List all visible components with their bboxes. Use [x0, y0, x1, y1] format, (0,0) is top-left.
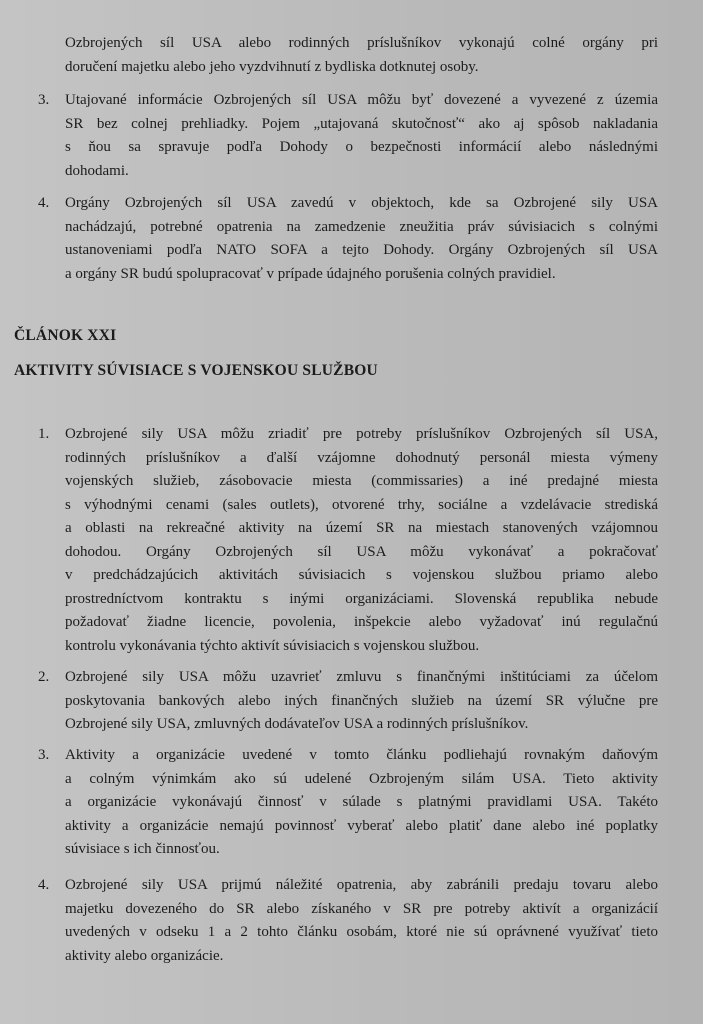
text-line: a orgány SR budú spolupracovať v prípade údajného porušenia colných pravidiel. — [65, 265, 556, 282]
list-item — [0, 744, 703, 862]
list-item — [0, 874, 703, 968]
text-line: vojenských služieb, zásobovacie miesta (commissaries) a iné predajné miesta — [65, 473, 658, 489]
item-text — [65, 666, 658, 737]
item-text — [65, 89, 658, 183]
text-line: prostredníctvom kontraktu s inými organizáciami. Slovenská republika nebude — [65, 590, 658, 607]
item-text — [65, 192, 658, 286]
item-number: 4. — [38, 877, 50, 893]
text-line: ustanoveniami podľa NATO SOFA a tejto Dohody. Orgány Ozbrojených síl USA — [65, 242, 658, 258]
text-line: dohodou. Orgány Ozbrojených síl USA môžu vykonávať a pokračovať — [65, 543, 658, 560]
text-line: a colným výnimkám ako sú udelené Ozbrojeným silám USA. Tieto aktivity — [65, 770, 658, 787]
item-number: 1. — [38, 426, 50, 442]
text-line: kontrolu vykonávania týchto aktivít súvisiacich s vojenskou službou. — [65, 637, 480, 654]
text-line: dohodami. — [65, 162, 129, 179]
list-item — [0, 423, 703, 658]
text-line: a oblasti na rekreačné aktivity na území SR na miestach stanovených vzájomnou — [65, 520, 658, 536]
item-number: 4. — [38, 195, 50, 211]
text-line: majetku dovezeného do SR alebo získaného v SR pre potreby aktivít a organizácií — [65, 900, 658, 917]
list-item — [0, 666, 703, 737]
text-line: Orgány Ozbrojených síl USA zavedú v objektoch, kde sa Ozbrojené sily USA — [65, 195, 658, 211]
text-line: Utajované informácie Ozbrojených síl USA môžu byť dovezené a vyvezené z územia — [65, 92, 658, 108]
list-item — [0, 192, 703, 286]
text-line: Ozbrojené sily USA môžu uzavrieť zmluvu s finančnými inštitúciami za účelom — [65, 669, 658, 685]
item-text — [65, 423, 658, 658]
item-text — [65, 874, 658, 968]
text-line: Ozbrojené sily USA prijmú náležité opatrenia, aby zabránili predaju tovaru alebo — [65, 877, 658, 893]
text-line: s ňou sa spravuje podľa Dohody o bezpečnosti informácií alebo následnými — [65, 139, 658, 155]
item-number: 2. — [38, 669, 50, 685]
text-line: nachádzajú, potrebné opatrenia na zamedzenie zneužitia práv súvisiacich s colnými — [65, 218, 658, 235]
item-text — [65, 744, 658, 862]
text-line: a organizácie vykonávajú činnosť v súlade s platnými pravidlami USA. Takéto — [65, 794, 658, 810]
article-number-heading: ČLÁNOK XXI — [14, 327, 117, 344]
text-line: rodinných príslušníkov a ďalší vzájomne dohodnutý personál miesta výmeny — [65, 449, 658, 466]
list-item — [0, 89, 703, 183]
text-line: Ozbrojené sily USA môžu zriadiť pre potreby príslušníkov Ozbrojených síl USA, — [65, 426, 658, 442]
text-line: s výhodnými cenami (sales outlets), otvorené trhy, sociálne a vzdelávacie strediská — [65, 496, 658, 513]
text-line: SR bez colnej prehliadky. Pojem „utajovaná skutočnosť“ ako aj spôsob nakladania — [65, 115, 658, 132]
intro-text — [65, 32, 658, 79]
text-line: uvedených v odseku 1 a 2 tohto článku osobám, ktoré nie sú oprávnené využívať tieto — [65, 924, 658, 940]
text-line: aktivity alebo organizácie. — [65, 947, 224, 964]
text-line: aktivity a organizácie nemajú povinnosť vyberať alebo platiť dane alebo iné poplatky — [65, 817, 658, 834]
text-line: Ozbrojené sily USA, zmluvných dodávateľov USA a rodinných príslušníkov. — [65, 716, 529, 732]
text-line: v predchádzajúcich aktivitách súvisiacich s vojenskou službou priamo alebo — [65, 567, 658, 583]
text-line: doručení majetku alebo jeho vyzdvihnutí z bydliska dotknutej osoby. — [65, 58, 479, 75]
text-line: Aktivity a organizácie uvedené v tomto článku podliehajú rovnakým daňovým — [65, 747, 658, 763]
text-line: Ozbrojených síl USA alebo rodinných príslušníkov vykonajú colné orgány pri — [65, 35, 658, 51]
text-line: požadovať žiadne licencie, povolenia, inšpekcie alebo vyžadovať inú regulačnú — [65, 614, 658, 630]
item-number: 3. — [38, 92, 50, 108]
text-line: poskytovania bankových alebo iných finančných služieb na území SR výlučne pre — [65, 692, 658, 709]
text-line: súvisiace s ich činnosťou. — [65, 841, 220, 857]
article-title-heading: AKTIVITY SÚVISIACE S VOJENSKOU SLUŽBOU — [14, 362, 378, 379]
intro-paragraph — [0, 32, 703, 79]
item-number: 3. — [38, 747, 50, 763]
